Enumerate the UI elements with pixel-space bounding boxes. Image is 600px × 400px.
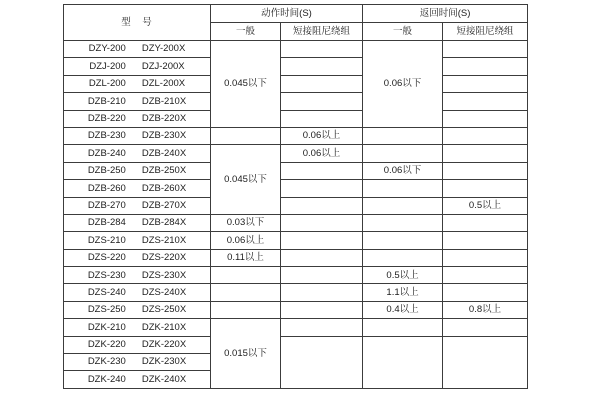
- model-pair: [64, 340, 210, 350]
- model-cell: [64, 336, 211, 353]
- table-row: [64, 58, 528, 75]
- action-short-damping-cell: [281, 267, 363, 284]
- model-cell: [64, 110, 211, 127]
- return-short-damping-cell: [443, 336, 528, 388]
- model-pair: [64, 236, 210, 246]
- model-pair: [64, 131, 210, 141]
- action-short-damping-cell: [281, 110, 363, 127]
- table-row: [64, 319, 528, 336]
- header-row-1: [64, 5, 528, 23]
- table-row: [64, 110, 528, 127]
- return-short-damping-cell: [443, 75, 528, 92]
- return-general-cell: [363, 180, 443, 197]
- action-general-cell: 0.045以下: [211, 145, 281, 215]
- model-pair: [64, 44, 210, 54]
- action-short-damping-cell: [281, 180, 363, 197]
- return-general-cell: 0.5以上: [363, 267, 443, 284]
- model-cell: [64, 180, 211, 197]
- action-general-cell: [211, 127, 281, 144]
- model-name-x: DZB-270X: [141, 199, 187, 211]
- table-row: [64, 267, 528, 284]
- model-name: DZJ-200: [89, 60, 126, 72]
- action-general-cell: 0.11以上: [211, 249, 281, 266]
- action-short-damping-cell: [281, 75, 363, 92]
- model-name: DZS-240: [87, 286, 126, 298]
- model-name: DZS-220: [87, 252, 126, 264]
- model-pair: [64, 149, 210, 159]
- model-pair: [64, 201, 210, 211]
- model-name: DZS-230: [87, 269, 126, 281]
- action-short-damping-cell: [281, 336, 363, 388]
- model-cell: [64, 58, 211, 75]
- model-pair: [64, 79, 210, 89]
- model-name: DZB-284: [87, 217, 126, 229]
- model-name-x: DZS-220X: [141, 252, 187, 264]
- model-name-x: DZS-240X: [141, 286, 187, 298]
- return-short-damping-cell: [443, 214, 528, 231]
- return-general-cell: [363, 214, 443, 231]
- model-pair: [64, 288, 210, 298]
- return-general-cell: [363, 336, 443, 388]
- return-general-cell: 1.1以上: [363, 284, 443, 301]
- model-name: DZB-230: [87, 130, 126, 142]
- return-short-damping-cell: [443, 267, 528, 284]
- action-short-damping-cell: [281, 197, 363, 214]
- model-cell: [64, 214, 211, 231]
- header-action-general: 一般: [211, 23, 281, 41]
- return-general-cell: 0.4以上: [363, 301, 443, 318]
- return-general-cell: 0.06以下: [363, 41, 443, 128]
- table-row: [64, 145, 528, 162]
- action-short-damping-cell: 0.06以上: [281, 127, 363, 144]
- model-pair: [64, 375, 210, 385]
- model-pair: [64, 184, 210, 194]
- model-name: DZB-250: [87, 165, 126, 177]
- table-row: [64, 336, 528, 353]
- return-general-cell: [363, 249, 443, 266]
- model-cell: [64, 162, 211, 179]
- model-name: DZS-250: [87, 304, 126, 316]
- return-short-damping-cell: [443, 41, 528, 58]
- model-name: DZL-200: [88, 78, 126, 90]
- model-cell: [64, 145, 211, 162]
- model-name-x: DZJ-200X: [141, 60, 185, 72]
- table-row: [64, 162, 528, 179]
- action-short-damping-cell: [281, 249, 363, 266]
- model-name-x: DZB-210X: [141, 95, 187, 107]
- model-pair: [64, 218, 210, 228]
- model-cell: [64, 93, 211, 110]
- return-short-damping-cell: [443, 58, 528, 75]
- model-cell: [64, 127, 211, 144]
- return-short-damping-cell: [443, 180, 528, 197]
- header-return-general: 一般: [363, 23, 443, 41]
- model-name-x: DZK-230X: [141, 356, 187, 368]
- table-row: [64, 127, 528, 144]
- return-short-damping-cell: [443, 145, 528, 162]
- model-name: DZK-230: [87, 356, 126, 368]
- action-short-damping-cell: 0.06以上: [281, 145, 363, 162]
- model-name-x: DZB-230X: [141, 130, 187, 142]
- model-name: DZK-210: [87, 321, 126, 333]
- model-name-x: DZK-240X: [141, 373, 187, 385]
- model-name-x: DZS-250X: [141, 304, 187, 316]
- model-name-x: DZB-250X: [141, 165, 187, 177]
- model-pair: [64, 166, 210, 176]
- action-general-cell: 0.015以下: [211, 319, 281, 389]
- action-short-damping-cell: [281, 162, 363, 179]
- header-return-time: 返回时间(S): [363, 5, 528, 23]
- model-name: DZS-210: [87, 234, 126, 246]
- model-name: DZK-220: [87, 339, 126, 351]
- header-action-time: 动作时间(S): [211, 5, 363, 23]
- return-short-damping-cell: [443, 93, 528, 110]
- model-name-x: DZK-210X: [141, 321, 187, 333]
- action-short-damping-cell: [281, 41, 363, 58]
- action-short-damping-cell: [281, 301, 363, 318]
- action-general-cell: 0.06以上: [211, 232, 281, 249]
- model-name: DZB-260: [87, 182, 126, 194]
- action-short-damping-cell: [281, 214, 363, 231]
- model-name-x: DZK-220X: [141, 339, 187, 351]
- return-short-damping-cell: [443, 249, 528, 266]
- model-cell: [64, 354, 211, 371]
- return-general-cell: [363, 127, 443, 144]
- table-row: [64, 249, 528, 266]
- return-general-cell: [363, 319, 443, 336]
- model-name: DZB-270: [87, 199, 126, 211]
- model-pair: [64, 97, 210, 107]
- model-pair: [64, 62, 210, 72]
- table-row: [64, 197, 528, 214]
- table-row: [64, 180, 528, 197]
- action-general-cell: [211, 267, 281, 284]
- action-short-damping-cell: [281, 319, 363, 336]
- model-pair: [64, 323, 210, 333]
- model-name-x: DZB-240X: [141, 147, 187, 159]
- return-short-damping-cell: 0.8以上: [443, 301, 528, 318]
- model-cell: [64, 41, 211, 58]
- return-short-damping-cell: 0.5以上: [443, 197, 528, 214]
- return-short-damping-cell: [443, 127, 528, 144]
- model-name-x: DZY-200X: [141, 43, 186, 55]
- action-short-damping-cell: [281, 58, 363, 75]
- model-name: DZB-210: [87, 95, 126, 107]
- header-model: 型 号: [64, 5, 211, 41]
- model-cell: [64, 284, 211, 301]
- table-row: [64, 301, 528, 318]
- table-body: [64, 41, 528, 389]
- model-pair: [64, 253, 210, 263]
- header-return-short-damping: 短接阻尼绕组: [443, 23, 528, 41]
- model-cell: [64, 249, 211, 266]
- action-general-cell: 0.045以下: [211, 41, 281, 128]
- return-short-damping-cell: [443, 319, 528, 336]
- return-general-cell: [363, 197, 443, 214]
- model-cell: [64, 371, 211, 388]
- model-name-x: DZB-284X: [141, 217, 187, 229]
- model-cell: [64, 267, 211, 284]
- table-row: [64, 93, 528, 110]
- action-short-damping-cell: [281, 284, 363, 301]
- action-general-cell: 0.03以下: [211, 214, 281, 231]
- table-row: [64, 232, 528, 249]
- return-general-cell: [363, 232, 443, 249]
- return-short-damping-cell: [443, 162, 528, 179]
- model-name-x: DZB-260X: [141, 182, 187, 194]
- action-short-damping-cell: [281, 232, 363, 249]
- model-pair: [64, 114, 210, 124]
- model-pair: [64, 305, 210, 315]
- model-name-x: DZS-230X: [141, 269, 187, 281]
- action-general-cell: [211, 301, 281, 318]
- model-cell: [64, 319, 211, 336]
- model-name-x: DZB-220X: [141, 113, 187, 124]
- model-name: DZK-240: [87, 373, 126, 385]
- action-general-cell: [211, 284, 281, 301]
- spec-table: [63, 4, 528, 389]
- model-cell: [64, 75, 211, 92]
- return-short-damping-cell: [443, 284, 528, 301]
- header-action-short-damping: 短接阻尼绕组: [281, 23, 363, 41]
- return-short-damping-cell: [443, 110, 528, 127]
- model-cell: [64, 197, 211, 214]
- action-short-damping-cell: [281, 93, 363, 110]
- model-name: DZY-200: [88, 43, 126, 55]
- table-row: [64, 75, 528, 92]
- return-general-cell: 0.06以下: [363, 162, 443, 179]
- model-name-x: DZL-200X: [141, 78, 186, 90]
- model-name: DZB-220: [87, 113, 126, 124]
- model-pair: [64, 357, 210, 367]
- table-row: [64, 41, 528, 58]
- model-pair: [64, 271, 210, 281]
- return-short-damping-cell: [443, 232, 528, 249]
- return-general-cell: [363, 145, 443, 162]
- table-row: [64, 214, 528, 231]
- model-name: DZB-240: [87, 147, 126, 159]
- model-name-x: DZS-210X: [141, 234, 187, 246]
- table-header: [64, 5, 528, 41]
- model-cell: [64, 232, 211, 249]
- model-cell: [64, 301, 211, 318]
- table-row: [64, 284, 528, 301]
